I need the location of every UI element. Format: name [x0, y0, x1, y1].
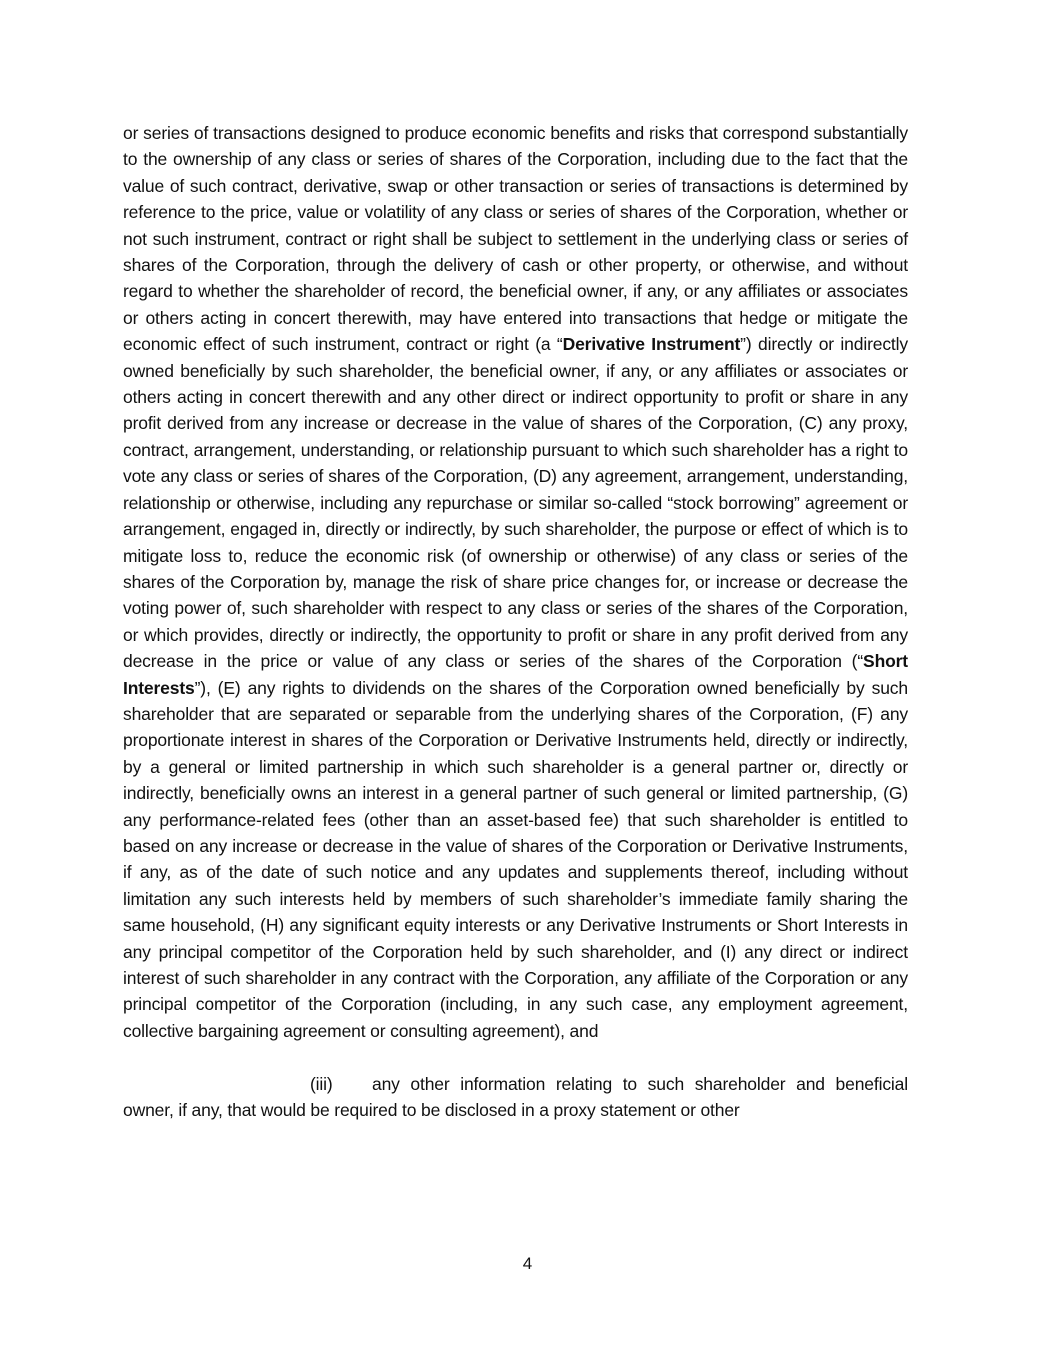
- defined-term-derivative-instrument: Derivative Instrument: [562, 334, 741, 355]
- defined-term-short-interests: Short Interests: [123, 651, 908, 698]
- paragraph-text-part-3: ”), (E) any rights to dividends on the shares of the Corporation owned beneficially by such shareholder that are separated or separable from the underlying shares of the Corporation, (F) any proportionate interest in shares of the Corporation or Derivative Instruments held, directly or indirectly, by a general or limited partnership in which such shareholder is a general partner or, directly or indirectly, beneficially owns an interest in a general partner of such general or limited partnership, (G) any performance-related fees (other than an asset-based fee) that such shareholder is entitled to based on any increase or decrease in the value of shares of the Corporation or Derivative Instruments, if any, as of the date of such notice and any updates and supplements thereof, including without limitation any such interests held by members of such shareholder’s immediate family sharing the same household, (H) any significant equity interests or any Derivative Instruments or Short Interests in any principal competitor of the Corporation held by such shareholder, and (I) any direct or indirect interest of such shareholder in any contract with the Corporation, any affiliate of the Corporation or any principal competitor of the Corporation (including, in any such case, any employment agreement, collective bargaining agreement or consulting agreement), and: [123, 677, 908, 1041]
- body-text: [123, 120, 908, 1123]
- page-number: 4: [522, 1254, 533, 1273]
- paragraph-text-part-2: ”) directly or indirectly owned beneficially by such shareholder, the beneficial owner, if any, or any affiliates or associates or others acting in concert therewith and any other direct or indirect opportunity to profit or share in any profit derived from any increase or decrease in the value of shares of the Corporation, (C) any proxy, contract, arrangement, understanding, or relationship pursuant to which such shareholder has a right to vote any class or series of shares of the Corporation, (D) any agreement, arrangement, understanding, relationship or otherwise, including any repurchase or similar so-called “stock borrowing” agreement or arrangement, engaged in, directly or indirectly, by such shareholder, the purpose or effect of which is to mitigate loss to, reduce the economic risk (of ownership or otherwise) of any class or series of the shares of the Corporation by, manage the risk of share price changes for, or increase or decrease the voting power of, such shareholder with respect to any class or series of the shares of the Corporation, or which provides, directly or indirectly, the opportunity to profit or share in any profit derived from any decrease in the price or value of any class or series of the shares of the Corporation (“: [123, 334, 908, 672]
- paragraph-text-part-1: or series of transactions designed to produce economic benefits and risks that correspond substantially to the ownership of any class or series of shares of the Corporation, including due to the fact that the value of such contract, derivative, swap or other transaction or series of transactions is determined by reference to the price, value or volatility of any class or series of shares of the Corporation, whether or not such instrument, contract or right shall be subject to settlement in the underlying class or series of shares of the Corporation, through the delivery of cash or other property, or otherwise, and without regard to whether the shareholder of record, the beneficial owner, if any, or any affiliates or associates or others acting in concert therewith, may have entered into transactions that hedge or mitigate the economic effect of such instrument, contract or right (a “: [123, 123, 908, 355]
- paragraph-continuation: [123, 120, 908, 1044]
- list-item-number: (iii): [310, 1073, 333, 1094]
- list-item-text: any other information relating to such shareholder and beneficial owner, if any, that would be required to be disclosed in a proxy statement or other: [123, 1073, 908, 1121]
- list-item-iii: [123, 1071, 908, 1124]
